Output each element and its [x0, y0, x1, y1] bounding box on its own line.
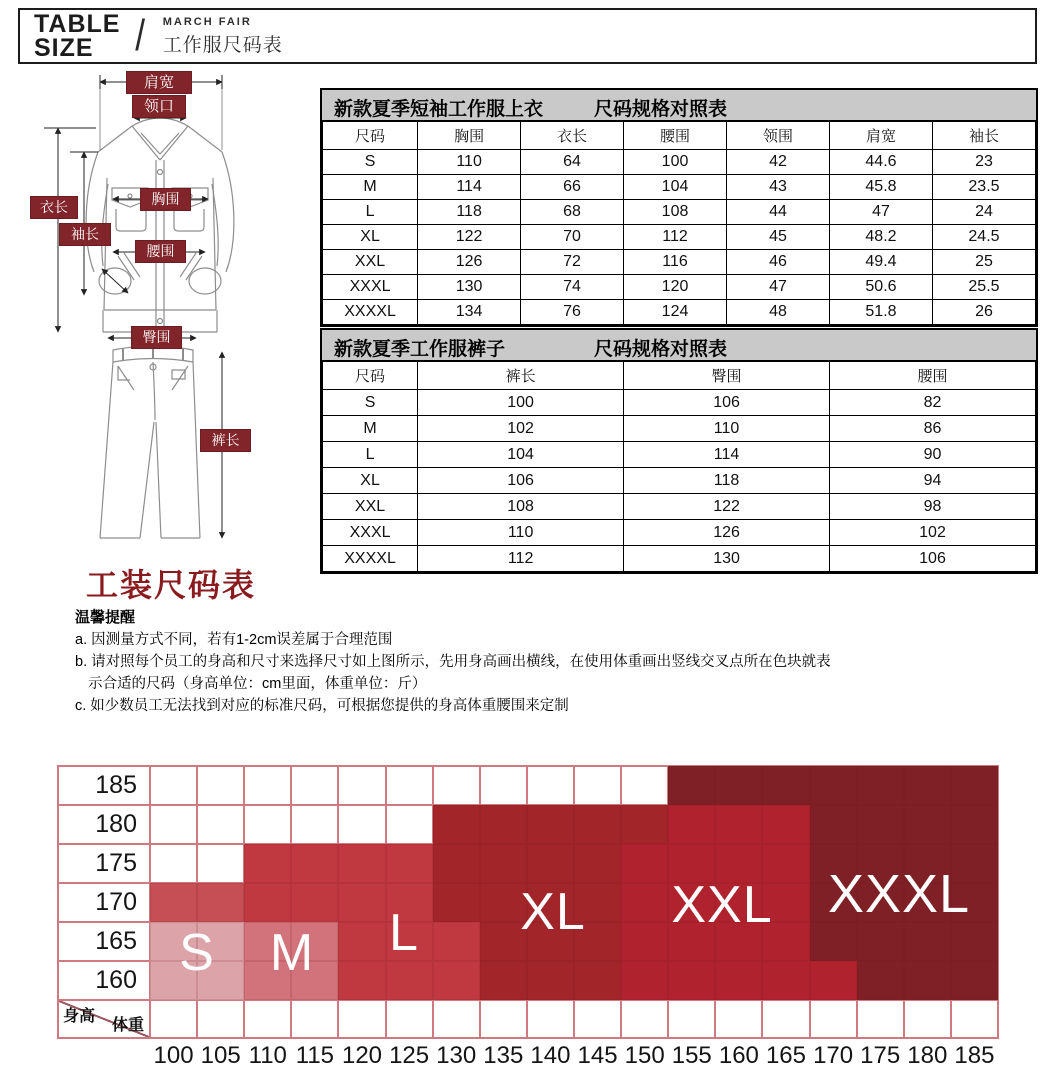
- heatmap-cell: [338, 961, 385, 1000]
- size-value: 48: [727, 300, 830, 325]
- jacket-table-title-left: 新款夏季短袖工作服上衣: [334, 99, 544, 120]
- weight-tick-label: 110: [248, 1042, 287, 1069]
- heatmap-cell: [621, 883, 668, 922]
- heatmap-cell: [197, 844, 244, 883]
- size-value: 72: [521, 250, 624, 275]
- heatmap-cell: [762, 766, 809, 805]
- heatmap-cell: [338, 922, 385, 961]
- heatmap-cell: [762, 805, 809, 844]
- size-value: 104: [624, 175, 727, 200]
- heatmap-cell: [904, 961, 951, 1000]
- size-value: 68: [521, 200, 624, 225]
- pants-outline: [100, 345, 200, 538]
- heatmap-cell: [433, 844, 480, 883]
- heatmap-cell: [527, 961, 574, 1000]
- empty-cell: [480, 1000, 527, 1038]
- heatmap-cell: [244, 805, 291, 844]
- empty-cell: [668, 1000, 715, 1038]
- column-header: 尺码: [323, 122, 418, 150]
- heatmap-cell: [480, 766, 527, 805]
- heatmap-cell: [668, 805, 715, 844]
- weight-tick-label: 150: [624, 1042, 665, 1069]
- heatmap-cell: [621, 766, 668, 805]
- heatmap-cell: [715, 766, 762, 805]
- column-header: 袖长: [932, 122, 1035, 150]
- empty-cell: [527, 1000, 574, 1038]
- size-value: 102: [830, 520, 1036, 546]
- measure-label-collar: 领口: [133, 96, 185, 117]
- height-tick-label: 175: [58, 844, 150, 883]
- size-code: M: [323, 175, 418, 200]
- size-value: 120: [624, 275, 727, 300]
- column-header: 肩宽: [829, 122, 932, 150]
- jacket-table-title-right: 尺码规格对照表: [594, 99, 728, 120]
- heatmap-cell: [386, 961, 433, 1000]
- heatmap-cell: [527, 844, 574, 883]
- size-code: XXL: [323, 250, 418, 275]
- size-code: M: [323, 416, 418, 442]
- empty-cell: [244, 1000, 291, 1038]
- empty-cell: [857, 1000, 904, 1038]
- size-value: 106: [624, 390, 830, 416]
- heatmap-cell: [197, 766, 244, 805]
- weight-tick-label: 165: [765, 1042, 806, 1069]
- heatmap-cell: [668, 766, 715, 805]
- size-value: 110: [624, 416, 830, 442]
- size-value: 23.5: [932, 175, 1035, 200]
- size-value: 116: [624, 250, 727, 275]
- heatmap-cell: [433, 961, 480, 1000]
- height-tick-label: 180: [58, 805, 150, 844]
- empty-cell: [715, 1000, 762, 1038]
- heatmap-cell: [857, 961, 904, 1000]
- weight-tick-label: 135: [483, 1042, 524, 1069]
- size-value: 106: [830, 546, 1036, 572]
- weight-tick-label: 115: [295, 1042, 335, 1069]
- measurement-diagram: [20, 60, 320, 560]
- jacket-size-table: [320, 88, 1038, 327]
- size-value: 126: [624, 520, 830, 546]
- column-header: 尺码: [323, 362, 418, 390]
- size-value: 46: [727, 250, 830, 275]
- column-header: 腰围: [830, 362, 1036, 390]
- size-code: XXL: [323, 494, 418, 520]
- heatmap-cell: [668, 961, 715, 1000]
- column-header: 衣长: [521, 122, 624, 150]
- heatmap-cell: [197, 883, 244, 922]
- heatmap-cell: [527, 805, 574, 844]
- size-value: 90: [830, 442, 1036, 468]
- size-region-label: XXXL: [827, 864, 971, 924]
- size-value: 130: [624, 546, 830, 572]
- size-value: 74: [521, 275, 624, 300]
- heatmap-cell: [291, 883, 338, 922]
- size-value: 126: [418, 250, 521, 275]
- notice-line-a: a. 因测量方式不同，若有1-2cm误差属于合理范围: [75, 632, 393, 648]
- heatmap-cell: [621, 961, 668, 1000]
- size-value: 24.5: [932, 225, 1035, 250]
- heatmap-cell: [810, 805, 857, 844]
- size-region-label: M: [269, 924, 315, 982]
- weight-tick-label: 130: [436, 1042, 477, 1069]
- brand-subtitle: 工作服尺码表: [162, 34, 283, 56]
- size-code: L: [323, 200, 418, 225]
- heatmap-cell: [574, 961, 621, 1000]
- size-value: 24: [932, 200, 1035, 225]
- axis-corner-cell: [58, 1000, 150, 1038]
- heatmap-row: [58, 766, 998, 805]
- x-axis-name: 体重: [111, 1017, 144, 1034]
- column-header: 裤长: [418, 362, 624, 390]
- empty-cell: [762, 1000, 809, 1038]
- size-value: 47: [727, 275, 830, 300]
- heatmap-cell: [338, 805, 385, 844]
- heatmap-cell: [291, 766, 338, 805]
- heatmap-cell: [197, 805, 244, 844]
- heatmap-cell: [338, 844, 385, 883]
- size-value: 118: [624, 468, 830, 494]
- size-value: 44.6: [829, 150, 932, 175]
- heatmap-cell: [857, 922, 904, 961]
- heatmap-cell: [715, 961, 762, 1000]
- heatmap-cell: [480, 961, 527, 1000]
- size-code: S: [323, 150, 418, 175]
- heatmap-cell: [810, 766, 857, 805]
- heatmap-cell: [338, 883, 385, 922]
- heatmap-cell: [951, 805, 998, 844]
- empty-cell: [904, 1000, 951, 1038]
- size-value: 94: [830, 468, 1036, 494]
- pants-table-title-left: 新款夏季工作服裤子: [334, 339, 506, 360]
- size-value: 118: [418, 200, 521, 225]
- column-header: 领围: [727, 122, 830, 150]
- size-value: 100: [624, 150, 727, 175]
- height-tick-label: 170: [58, 883, 150, 922]
- heatmap-cell: [150, 844, 197, 883]
- heatmap-cell: [150, 883, 197, 922]
- size-value: 110: [418, 150, 521, 175]
- size-value: 43: [727, 175, 830, 200]
- heatmap-cell: [574, 766, 621, 805]
- header-box: [18, 8, 1037, 64]
- notice-line-b: b. 请对照每个员工的身高和尺寸来选择尺寸如上图所示，先用身高画出横线，在使用体重画出竖线交叉点所在色块就表: [75, 654, 831, 670]
- size-value: 108: [418, 494, 624, 520]
- heatmap-cell: [433, 922, 480, 961]
- notice-line-c: c. 如少数员工无法找到对应的标准尺码，可根据您提供的身高体重腰围来定制: [75, 698, 569, 714]
- weight-tick-label: 105: [200, 1042, 241, 1069]
- size-value: 49.4: [829, 250, 932, 275]
- empty-cell: [150, 1000, 197, 1038]
- size-value: 134: [418, 300, 521, 325]
- size-value: 50.6: [829, 275, 932, 300]
- heatmap-cell: [857, 766, 904, 805]
- size-value: 66: [521, 175, 624, 200]
- heatmap-cell: [291, 805, 338, 844]
- heatmap-cell: [951, 922, 998, 961]
- measure-label-jacket-length: 衣长: [31, 197, 77, 218]
- notice-title: 温馨提醒: [75, 609, 136, 626]
- weight-tick-label: 100: [153, 1042, 194, 1069]
- column-header: 臀围: [624, 362, 830, 390]
- heatmap-cell: [951, 961, 998, 1000]
- size-code: XXXL: [323, 275, 418, 300]
- size-value: 44: [727, 200, 830, 225]
- heatmap-cell: [951, 766, 998, 805]
- divider-slash: /: [135, 11, 146, 60]
- size-value: 47: [829, 200, 932, 225]
- pants-size-table: [320, 328, 1038, 574]
- column-header: 腰围: [624, 122, 727, 150]
- height-tick-label: 185: [58, 766, 150, 805]
- heatmap-cell: [433, 883, 480, 922]
- heatmap-cell: [527, 766, 574, 805]
- heatmap-cell: [480, 805, 527, 844]
- empty-cell: [338, 1000, 385, 1038]
- weight-tick-label: 155: [671, 1042, 712, 1069]
- weight-tick-label: 125: [389, 1042, 430, 1069]
- size-value: 114: [418, 175, 521, 200]
- measure-label-chest: 胸围: [141, 189, 190, 210]
- notice-line-b-cont: 示合适的尺码（身高单位：cm里面，体重单位：斤）: [88, 676, 427, 692]
- size-code: XL: [323, 468, 418, 494]
- empty-cell: [291, 1000, 338, 1038]
- size-value: 122: [418, 225, 521, 250]
- size-value: 45.8: [829, 175, 932, 200]
- y-axis-name: 身高: [63, 1008, 96, 1025]
- heatmap-cell: [244, 883, 291, 922]
- size-code: S: [323, 390, 418, 416]
- heatmap-cell: [150, 805, 197, 844]
- height-tick-label: 160: [58, 961, 150, 1000]
- size-value: 122: [624, 494, 830, 520]
- heatmap-cell: [621, 922, 668, 961]
- size-code: XL: [323, 225, 418, 250]
- weight-tick-label: 180: [907, 1042, 948, 1069]
- empty-cell: [810, 1000, 857, 1038]
- size-value: 100: [418, 390, 624, 416]
- heatmap-cell: [574, 805, 621, 844]
- heatmap-cell: [244, 844, 291, 883]
- size-value: 108: [624, 200, 727, 225]
- size-region-label: L: [389, 904, 419, 962]
- size-value: 25: [932, 250, 1035, 275]
- size-value: 98: [830, 494, 1036, 520]
- size-value: 45: [727, 225, 830, 250]
- measure-label-waist: 腰围: [136, 241, 185, 262]
- pants-table-title: [322, 330, 1036, 361]
- heatmap-cell: [904, 766, 951, 805]
- size-spec-table: [322, 121, 1036, 325]
- size-spec-table: [322, 361, 1036, 572]
- empty-cell: [574, 1000, 621, 1038]
- size-value: 130: [418, 275, 521, 300]
- size-value: 112: [418, 546, 624, 572]
- weight-tick-label: 140: [530, 1042, 571, 1069]
- size-region-label: S: [179, 924, 215, 982]
- heatmap-cell: [621, 844, 668, 883]
- size-value: 86: [830, 416, 1036, 442]
- column-header: 胸围: [418, 122, 521, 150]
- empty-cell: [621, 1000, 668, 1038]
- empty-cell: [433, 1000, 480, 1038]
- size-value: 42: [727, 150, 830, 175]
- size-value: 110: [418, 520, 624, 546]
- heatmap-cell: [480, 844, 527, 883]
- weight-tick-label: 120: [341, 1042, 383, 1069]
- heatmap-cell: [574, 844, 621, 883]
- size-code: XXXXL: [323, 300, 418, 325]
- heatmap-cell: [621, 805, 668, 844]
- size-value: 25.5: [932, 275, 1035, 300]
- heatmap-cell: [291, 844, 338, 883]
- empty-cell: [386, 1000, 433, 1038]
- size-value: 51.8: [829, 300, 932, 325]
- heatmap-cell: [904, 922, 951, 961]
- pants-table-title-right: 尺码规格对照表: [594, 339, 728, 360]
- weight-tick-label: 170: [813, 1042, 854, 1069]
- heatmap-cell: [338, 766, 385, 805]
- size-value: 112: [624, 225, 727, 250]
- brand-name: MARCH FAIR: [162, 15, 252, 28]
- weight-axis-ticks: [58, 1042, 998, 1070]
- size-value: 82: [830, 390, 1036, 416]
- size-value: 114: [624, 442, 830, 468]
- section-heading: 工装尺码表: [86, 567, 257, 603]
- heatmap-cell: [762, 961, 809, 1000]
- heatmap-cell: [857, 805, 904, 844]
- weight-tick-label: 175: [860, 1042, 901, 1069]
- size-code: L: [323, 442, 418, 468]
- weight-tick-label: 185: [954, 1042, 995, 1069]
- size-value: 64: [521, 150, 624, 175]
- size-value: 48.2: [829, 225, 932, 250]
- measure-label-hip: 臀围: [132, 327, 181, 348]
- size-code: XXXL: [323, 520, 418, 546]
- logo-line-2: SIZE: [34, 34, 94, 62]
- heatmap-cell: [150, 766, 197, 805]
- size-region-label: XXL: [671, 876, 773, 934]
- heatmap-cell: [386, 844, 433, 883]
- brand-block: [163, 16, 283, 57]
- empty-cell: [197, 1000, 244, 1038]
- measure-label-pants-length: 裤长: [201, 430, 250, 451]
- heatmap-cell: [715, 805, 762, 844]
- measure-label-shoulder: 肩宽: [127, 72, 191, 93]
- size-code: XXXXL: [323, 546, 418, 572]
- heatmap-cell: [433, 766, 480, 805]
- size-value: 26: [932, 300, 1035, 325]
- size-value: 106: [418, 468, 624, 494]
- size-value: 23: [932, 150, 1035, 175]
- heatmap-cell: [810, 922, 857, 961]
- brand-logo: [34, 12, 120, 60]
- empty-cell: [951, 1000, 998, 1038]
- logo-line-1: TABLE: [34, 10, 121, 38]
- weight-tick-label: 160: [718, 1042, 759, 1069]
- size-value: 76: [521, 300, 624, 325]
- heatmap-cell: [386, 805, 433, 844]
- heatmap-cell: [810, 961, 857, 1000]
- size-value: 70: [521, 225, 624, 250]
- jacket-table-title: [322, 90, 1036, 121]
- height-tick-label: 165: [58, 922, 150, 961]
- dimension-arrows: [44, 75, 222, 538]
- measure-label-sleeve: 袖长: [60, 224, 110, 245]
- axis-corner-row: [58, 1000, 998, 1038]
- heatmap-cell: [904, 805, 951, 844]
- heatmap-row: [58, 805, 998, 844]
- size-value: 102: [418, 416, 624, 442]
- size-region-label: XL: [520, 883, 586, 941]
- size-value: 104: [418, 442, 624, 468]
- weight-tick-label: 145: [577, 1042, 618, 1069]
- size-value: 124: [624, 300, 727, 325]
- heatmap-cell: [244, 766, 291, 805]
- heatmap-cell: [386, 766, 433, 805]
- heatmap-cell: [433, 805, 480, 844]
